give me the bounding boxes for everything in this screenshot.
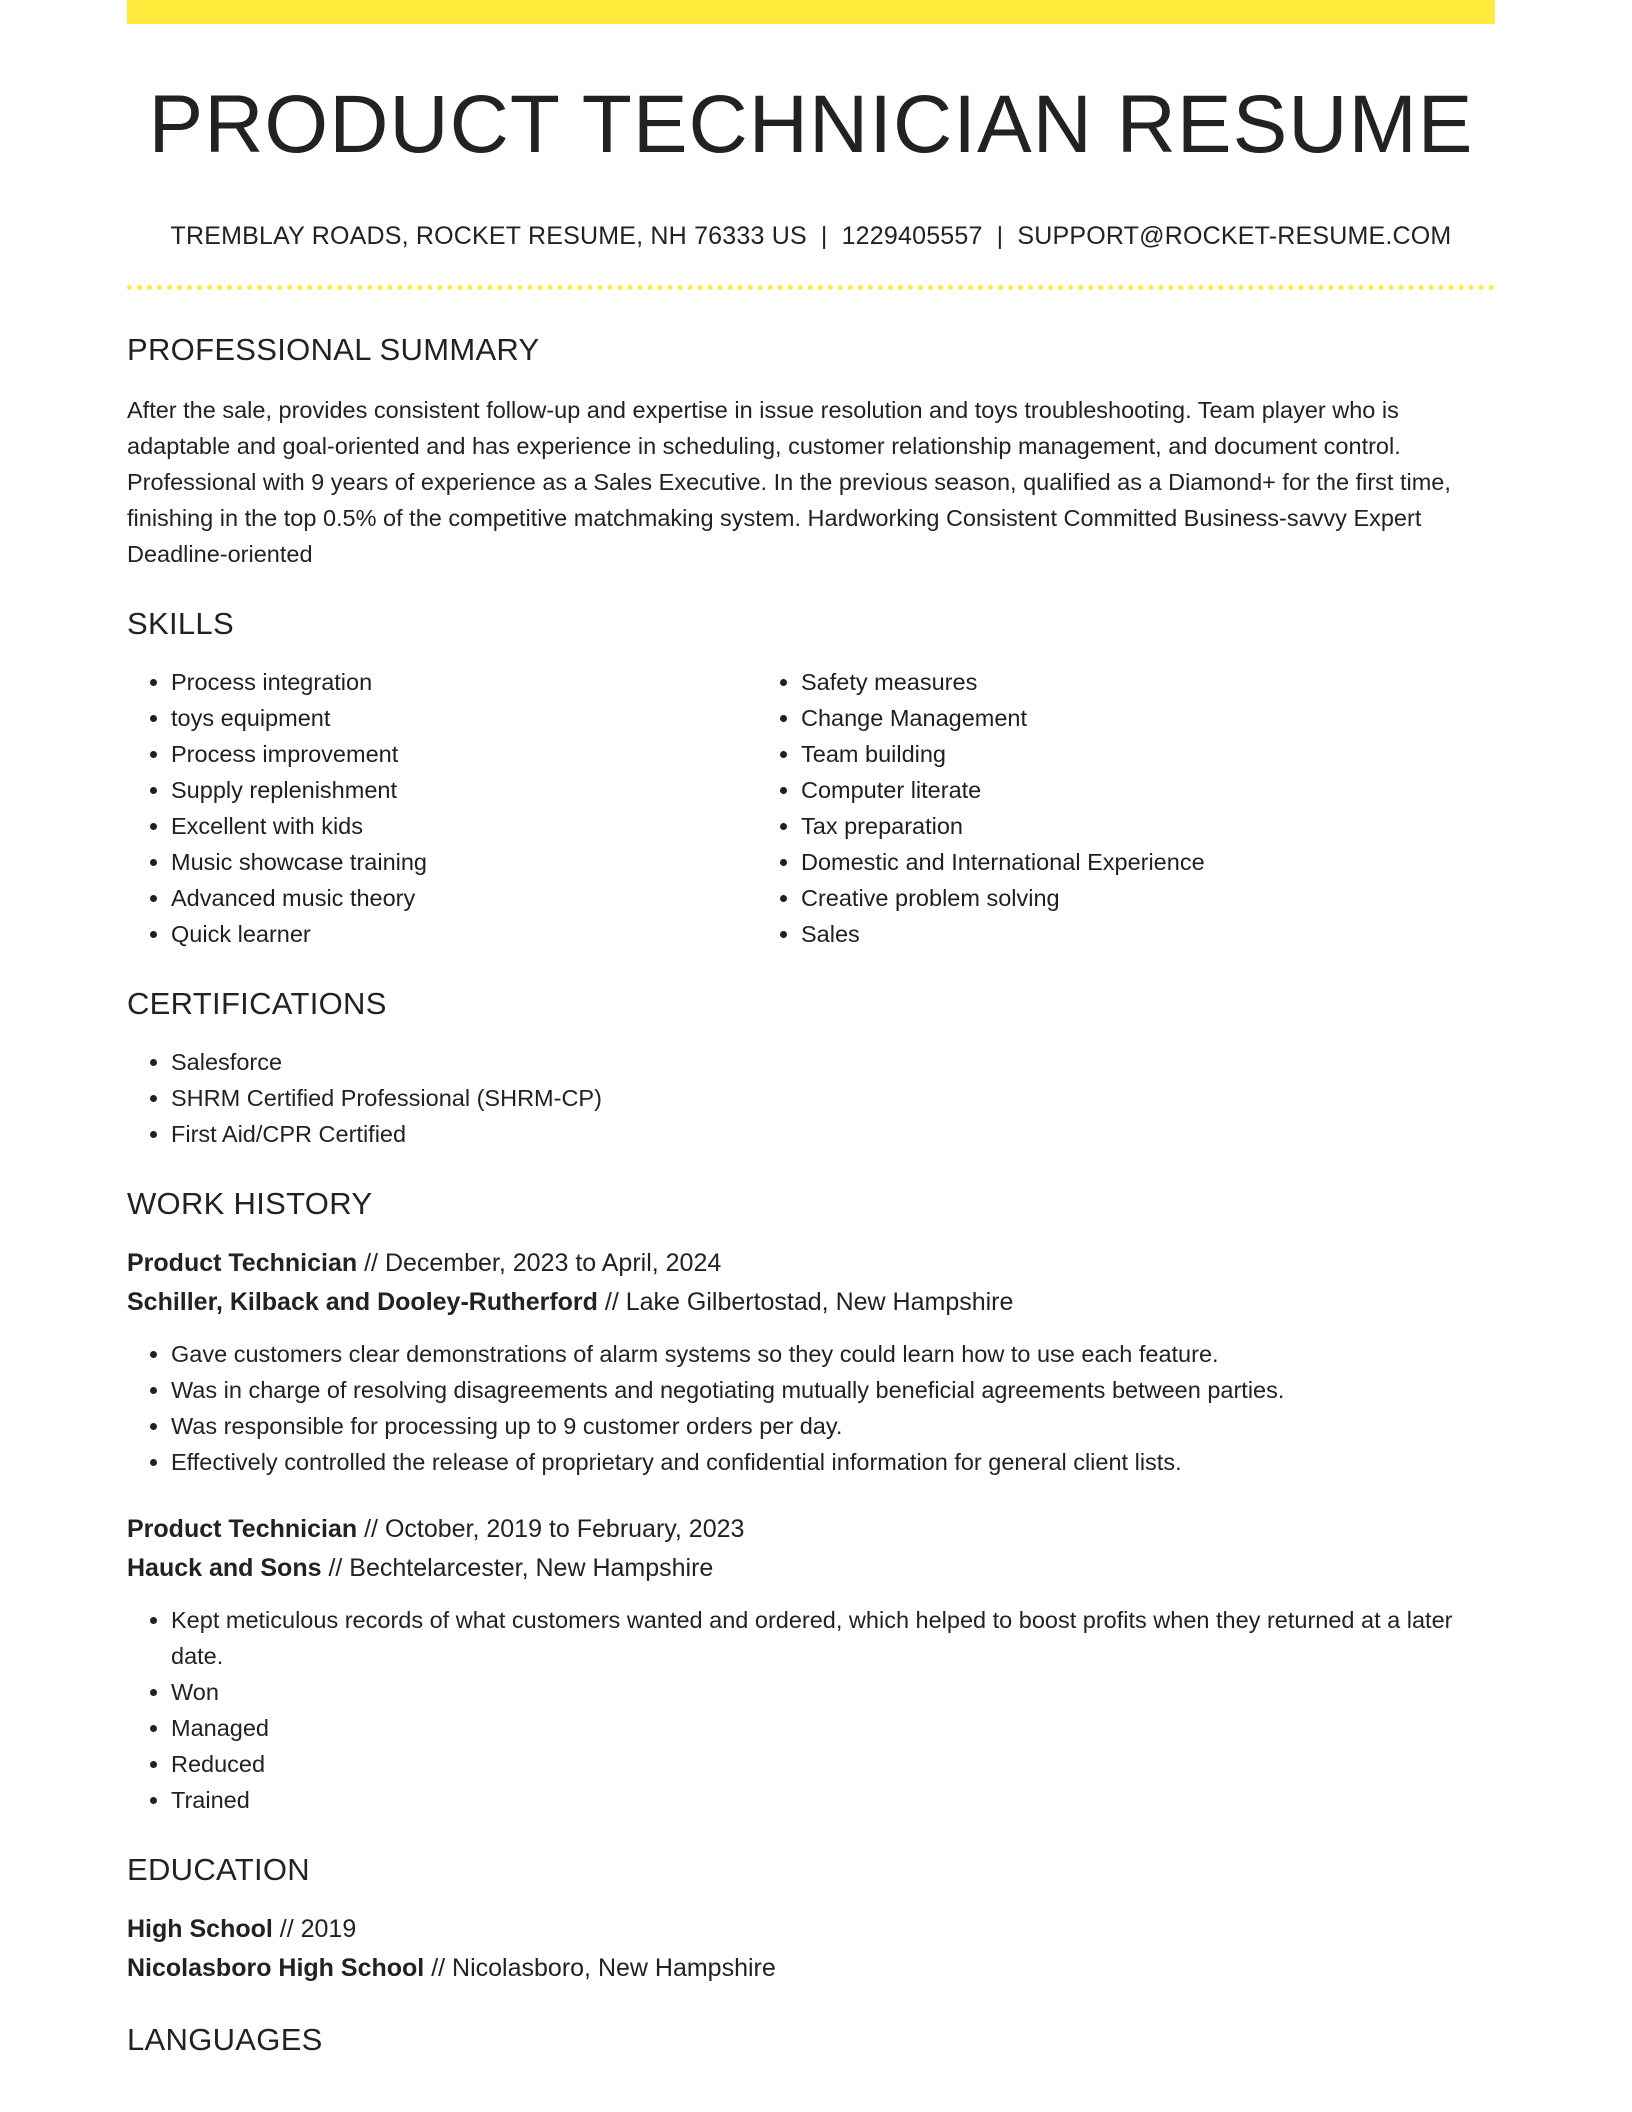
skills-list-right <box>757 664 1457 952</box>
skill-item: • Music showcase training <box>171 844 757 880</box>
top-accent-bar <box>127 0 1495 24</box>
job-bullets <box>127 1336 1495 1480</box>
certification-item: • First Aid/CPR Certified <box>171 1116 1495 1152</box>
contact-email[interactable]: SUPPORT@ROCKET-RESUME.COM <box>1017 222 1452 251</box>
job-bullet: • Gave customers clear demonstrations of alarm systems so they could learn how to use each feature. <box>171 1336 1495 1372</box>
job-company: Schiller, Kilback and Dooley-Rutherford <box>127 1288 598 1317</box>
job-separator: // <box>321 1554 350 1583</box>
job-bullet: • Effectively controlled the release of proprietary and confidential information for general client lists. <box>171 1444 1495 1480</box>
summary-heading: PROFESSIONAL SUMMARY <box>127 332 540 368</box>
work-history-heading: WORK HISTORY <box>127 1186 373 1222</box>
education-degree: High School <box>127 1915 273 1944</box>
skills-columns <box>127 664 1495 952</box>
contact-separator: | <box>820 222 828 251</box>
skill-item: • Sales <box>801 916 1457 952</box>
skill-item: • Supply replenishment <box>171 772 757 808</box>
certifications-list <box>127 1044 1495 1152</box>
contact-separator: | <box>996 222 1004 251</box>
skill-item: • Tax preparation <box>801 808 1457 844</box>
skill-item: • Computer literate <box>801 772 1457 808</box>
certification-item: • SHRM Certified Professional (SHRM-CP) <box>171 1080 1495 1116</box>
education-school: Nicolasboro High School <box>127 1954 425 1983</box>
education-year: 2019 <box>300 1915 357 1944</box>
job-title-line <box>127 1510 1495 1549</box>
job-bullets <box>127 1602 1495 1818</box>
skill-item: • Creative problem solving <box>801 880 1457 916</box>
skills-heading: SKILLS <box>127 606 234 642</box>
skill-item: • Safety measures <box>801 664 1457 700</box>
contact-phone[interactable]: 1229405557 <box>841 222 983 251</box>
job-location: Lake Gilbertostad, New Hampshire <box>625 1288 1014 1317</box>
job-bullet: • Was in charge of resolving disagreements and negotiating mutually beneficial agreements between parties. <box>171 1372 1495 1408</box>
skill-item: • Process integration <box>171 664 757 700</box>
skill-item: • Advanced music theory <box>171 880 757 916</box>
certification-item: • Salesforce <box>171 1044 1495 1080</box>
education-heading: EDUCATION <box>127 1852 310 1888</box>
job-role: Product Technician <box>127 1249 358 1278</box>
job-bullet: • Reduced <box>171 1746 1495 1782</box>
skill-item: • Change Management <box>801 700 1457 736</box>
job-bullet: • Won <box>171 1674 1495 1710</box>
skill-item: • Process improvement <box>171 736 757 772</box>
job-bullet: • Trained <box>171 1782 1495 1818</box>
skill-item: • Team building <box>801 736 1457 772</box>
education-degree-line <box>127 1910 1495 1949</box>
contact-line <box>127 222 1495 251</box>
languages-heading: LANGUAGES <box>127 2022 323 2058</box>
job-bullet: • Kept meticulous records of what customers wanted and ordered, which helped to boost profits when they returned at a later date. <box>171 1602 1495 1674</box>
job-bullet: • Was responsible for processing up to 9 customer orders per day. <box>171 1408 1495 1444</box>
job-dates: December, 2023 to April, 2024 <box>384 1249 722 1278</box>
job-dates: October, 2019 to February, 2023 <box>384 1515 745 1544</box>
summary-text: After the sale, provides consistent follow-up and expertise in issue resolution and toys troubleshooting. Team player who is adaptable and goal-oriented and has experience in scheduling, customer relationship management, and document control. Professional with 9 years of experience as a Sales Executive. In the previous season, qualified as a Diamond+ for the first time, finishing in the top 0.5% of the competitive matchmaking system. Hardworking Consistent Committed Business-savvy Expert Deadline-oriented <box>127 397 1451 568</box>
contact-address: TREMBLAY ROADS, ROCKET RESUME, NH 76333 US <box>170 222 807 251</box>
job-bullet: • Managed <box>171 1710 1495 1746</box>
job-company-line <box>127 1283 1495 1322</box>
education-location: Nicolasboro, New Hampshire <box>452 1954 776 1983</box>
skill-item: • Quick learner <box>171 916 757 952</box>
dotted-divider <box>127 285 1495 290</box>
education-separator: // <box>424 1954 453 1983</box>
skill-item: • Domestic and International Experience <box>801 844 1457 880</box>
job-separator: // <box>357 1249 385 1278</box>
job-company: Hauck and Sons <box>127 1554 322 1583</box>
education-separator: // <box>272 1915 301 1944</box>
job-company-line <box>127 1549 1495 1588</box>
job-role: Product Technician <box>127 1515 358 1544</box>
certifications-heading: CERTIFICATIONS <box>127 986 387 1022</box>
resume-page <box>127 0 1495 2058</box>
job-separator: // <box>597 1288 626 1317</box>
job-separator: // <box>357 1515 385 1544</box>
job-location: Bechtelarcester, New Hampshire <box>349 1554 714 1583</box>
skill-item: • Excellent with kids <box>171 808 757 844</box>
education-school-line <box>127 1949 1495 1988</box>
skills-list-left <box>127 664 757 952</box>
skill-item: • toys equipment <box>171 700 757 736</box>
job-title-line <box>127 1244 1495 1283</box>
resume-title: PRODUCT TECHNICIAN RESUME <box>148 79 1474 170</box>
